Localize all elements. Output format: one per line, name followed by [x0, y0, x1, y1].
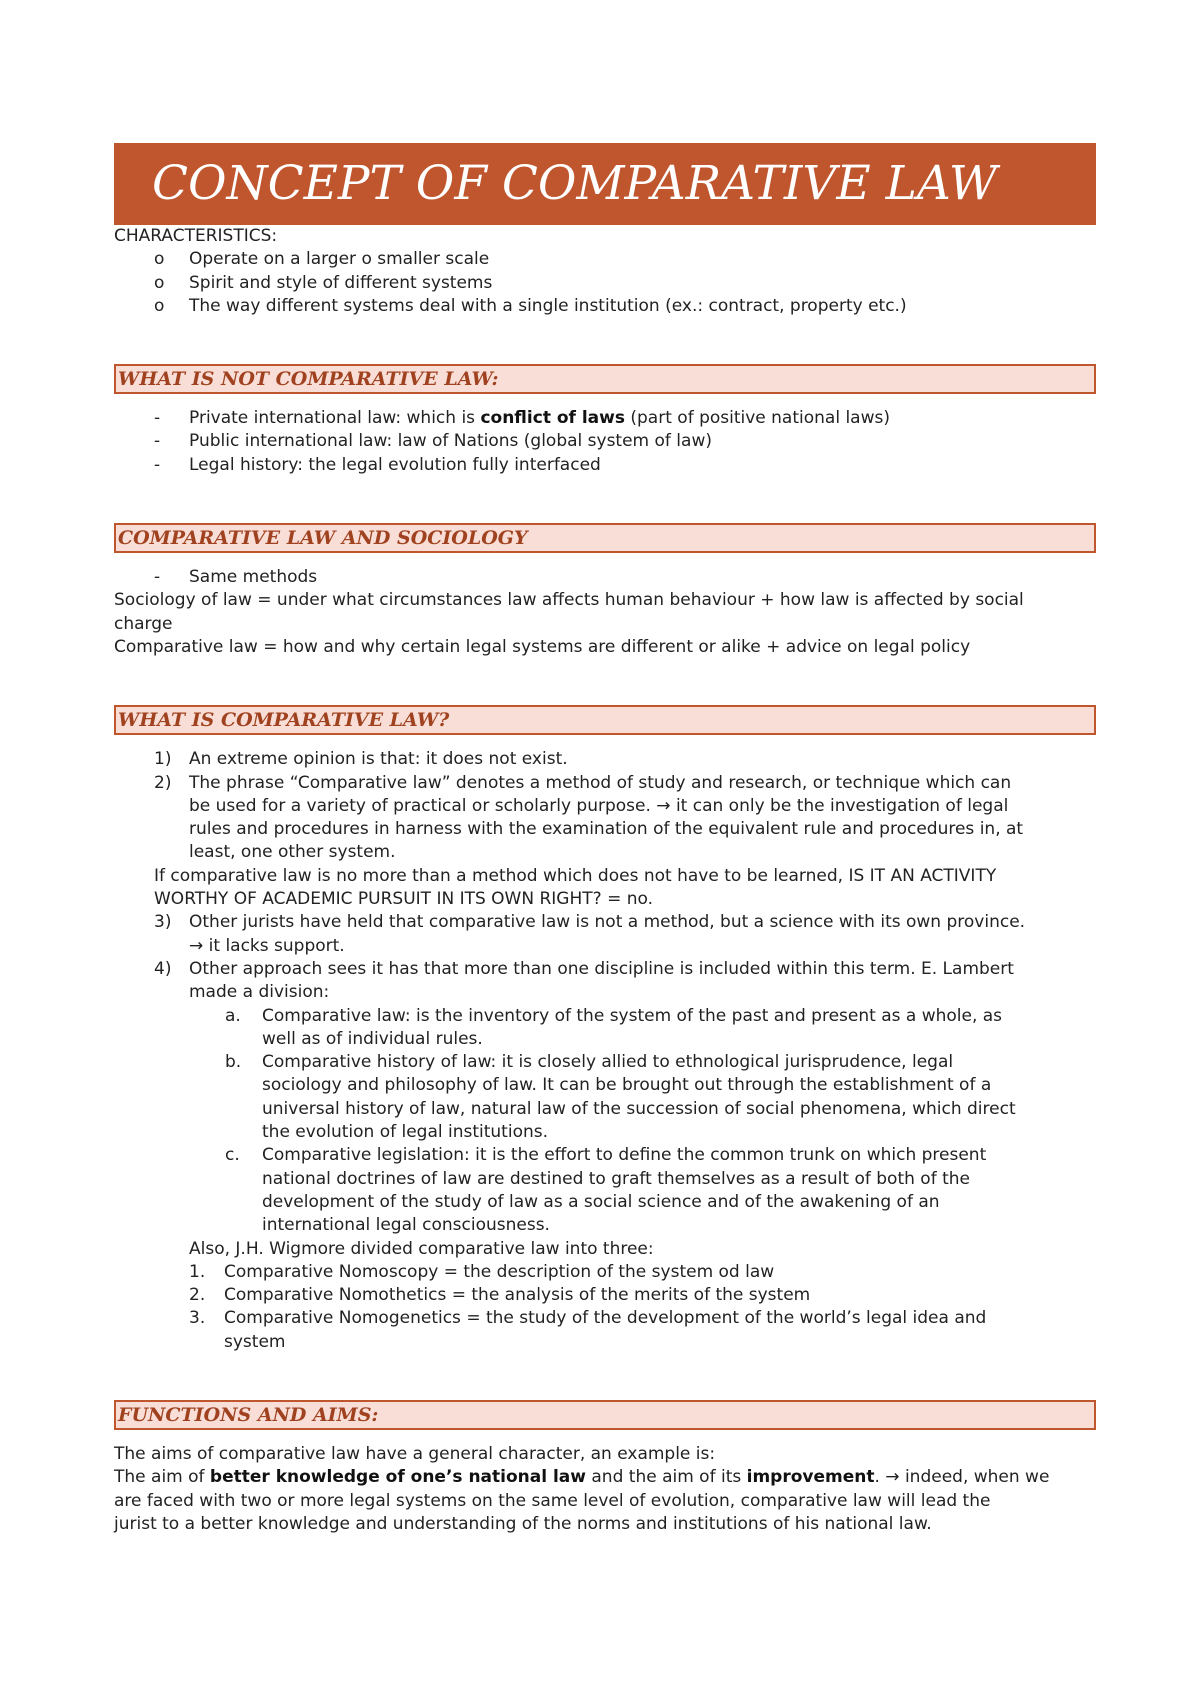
document-page — [114, 143, 1096, 1536]
dash-bullet-icon: - — [154, 408, 161, 429]
paragraph-line: Comparative law = how and why certain legal systems are different or alike + advice on legal policy — [114, 636, 971, 657]
list-item: o Operate on a larger o smaller scale — [114, 248, 1096, 271]
item-letter: b. — [225, 1052, 242, 1073]
numbered-item: 3. Comparative Nomogenetics = the study of the development of the world’s legal idea and — [114, 1307, 1096, 1330]
paragraph-line: the evolution of legal institutions. — [262, 1122, 549, 1143]
list-item: o The way different systems deal with a single institution (ex.: contract, property etc.) — [114, 295, 1096, 318]
list-item: - Same methods — [114, 566, 1096, 589]
numbered-item: 1) An extreme opinion is that: it does not exist. — [114, 748, 1096, 771]
page-title: CONCEPT OF COMPARATIVE LAW — [114, 143, 1096, 225]
dash-bullet-icon: - — [154, 431, 161, 452]
paragraph-line: charge — [114, 613, 173, 634]
list-item: - Private international law: which is conflict of laws (part of positive national laws) — [114, 407, 1096, 430]
paragraph-line: If comparative law is no more than a method which does not have to be learned, IS IT AN ACTIVITY — [154, 865, 997, 886]
paragraph-line: system — [224, 1331, 286, 1352]
numbered-item: 2. Comparative Nomothetics = the analysis of the merits of the system — [114, 1284, 1096, 1307]
item-number: 3) — [154, 912, 172, 933]
item-number: 1) — [154, 749, 172, 770]
list-item: - Legal history: the legal evolution fully interfaced — [114, 454, 1096, 477]
paragraph-line: rules and procedures in harness with the examination of the equivalent rule and procedures in, at — [189, 819, 1024, 840]
numbered-item: 4) Other approach sees it has that more than one discipline is included within this term. E. Lambert — [114, 958, 1096, 981]
paragraph-line: sociology and philosophy of law. It can be brought out through the establishment of a — [262, 1075, 992, 1096]
characteristics-label: CHARACTERISTICS: — [114, 226, 278, 246]
circle-bullet-icon: o — [154, 249, 165, 270]
item-number: 2) — [154, 772, 172, 793]
circle-bullet-icon: o — [154, 295, 165, 316]
section-heading-not-comparative: WHAT IS NOT COMPARATIVE LAW: — [114, 364, 1096, 394]
paragraph-line: The aims of comparative law have a general character, an example is: — [114, 1443, 716, 1464]
paragraph-line: are faced with two or more legal systems on the same level of evolution, comparative law will lead the — [114, 1490, 991, 1511]
paragraph-line: WORTHY OF ACADEMIC PURSUIT IN ITS OWN RIGHT? = no. — [154, 889, 654, 910]
paragraph-line: be used for a variety of practical or scholarly purpose. → it can only be the investigation of legal — [189, 795, 1009, 816]
paragraph-line: Sociology of law = under what circumstances law affects human behaviour + how law is affected by social — [114, 590, 1024, 611]
lettered-item: b. Comparative history of law: it is closely allied to ethnological jurisprudence, legal — [114, 1051, 1096, 1074]
paragraph-line: Also, J.H. Wigmore divided comparative law into three: — [189, 1238, 654, 1259]
list-item: o Spirit and style of different systems — [114, 272, 1096, 295]
paragraph-line: made a division: — [189, 982, 330, 1003]
dash-bullet-icon: - — [154, 567, 161, 588]
section-heading-functions: FUNCTIONS AND AIMS: — [114, 1400, 1096, 1430]
numbered-item: 2) The phrase “Comparative law” denotes a method of study and research, or technique which can — [114, 772, 1096, 795]
item-number: 3. — [189, 1308, 206, 1329]
section-heading-sociology: COMPARATIVE LAW AND SOCIOLOGY — [114, 523, 1096, 553]
paragraph-line: → it lacks support. — [189, 935, 345, 956]
paragraph-line: national doctrines of law are destined to graft themselves as a result of both of the — [262, 1168, 970, 1189]
paragraph-line: The aim of better knowledge of one’s national law and the aim of its improvement. → indeed, when we — [114, 1467, 1050, 1488]
item-number: 4) — [154, 958, 172, 979]
paragraph-line: well as of individual rules. — [262, 1028, 483, 1049]
lettered-item: a. Comparative law: is the inventory of the system of the past and present as a whole, as — [114, 1005, 1096, 1028]
numbered-item: 3) Other jurists have held that comparative law is not a method, but a science with its own province. — [114, 911, 1096, 934]
numbered-item: 1. Comparative Nomoscopy = the description of the system od law — [114, 1261, 1096, 1284]
list-item: - Public international law: law of Nations (global system of law) — [114, 430, 1096, 453]
item-number: 2. — [189, 1285, 206, 1306]
paragraph-line: universal history of law, natural law of the succession of social phenomena, which direct — [262, 1098, 1016, 1119]
paragraph-line: jurist to a better knowledge and understanding of the norms and institutions of his national law. — [114, 1513, 932, 1534]
section-heading-what-is: WHAT IS COMPARATIVE LAW? — [114, 705, 1096, 735]
circle-bullet-icon: o — [154, 272, 165, 293]
dash-bullet-icon: - — [154, 454, 161, 475]
paragraph-line: development of the study of law as a social science and of the awakening of an — [262, 1191, 940, 1212]
item-letter: a. — [225, 1005, 241, 1026]
paragraph-line: least, one other system. — [189, 842, 396, 863]
item-letter: c. — [225, 1145, 240, 1166]
lettered-item: c. Comparative legislation: it is the effort to define the common trunk on which present — [114, 1144, 1096, 1167]
paragraph-line: international legal consciousness. — [262, 1215, 550, 1236]
item-number: 1. — [189, 1261, 206, 1282]
